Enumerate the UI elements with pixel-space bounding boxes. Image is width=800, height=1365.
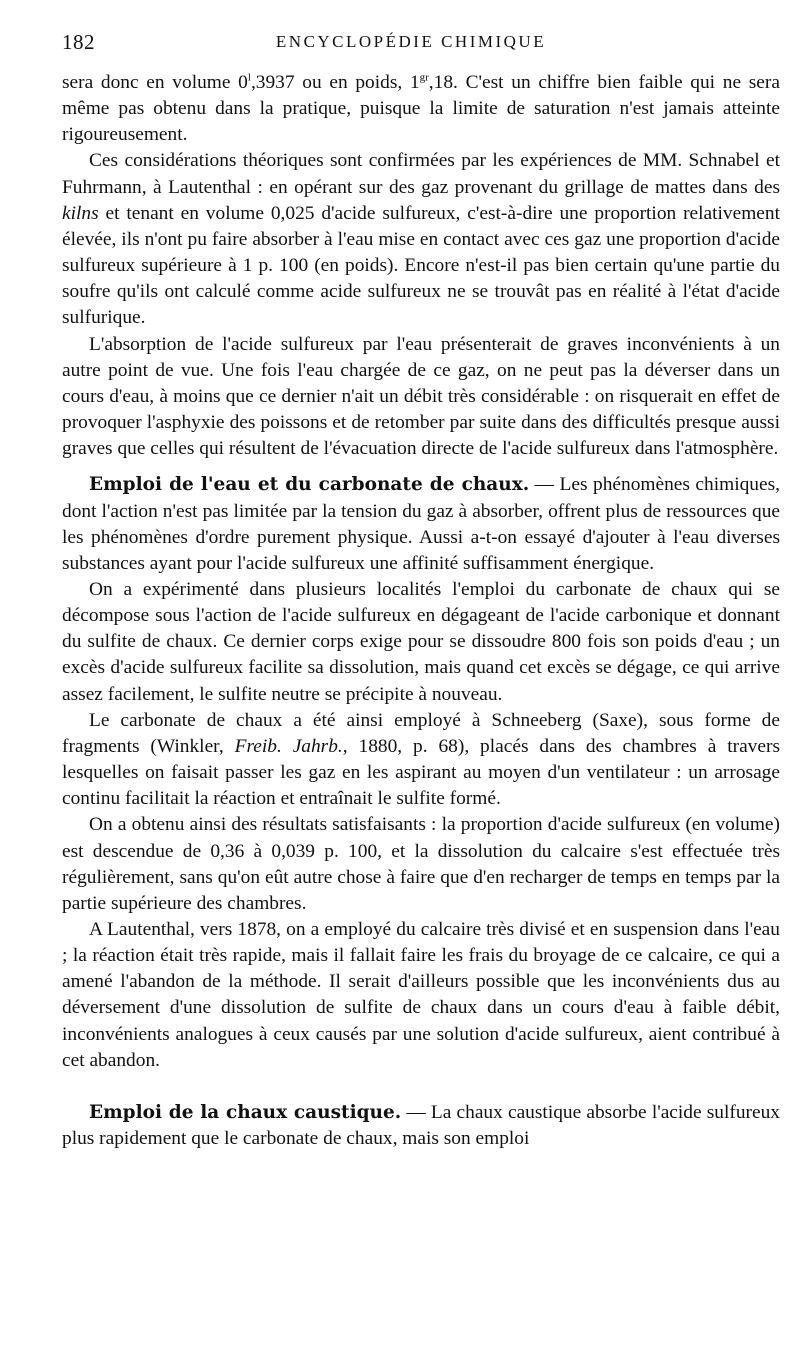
paragraph-lautenthal: A Lautenthal, vers 1878, on a employé du calcaire très divisé et en suspension dans l'eau ; la réaction était très rapide, mais il fallait faire les frais du broyage de ce calcaire, ce qui a amené l'abandon de la méthode. Il serait d'ailleurs possible que les inconvénients dus au déversement d'une dissolution de sulfite de chaux dans un cours d'eau à faible débit, inconvénients analogues à ceux causés par une solution d'acide sulfureux, aient contribué à cet abandon.: [62, 919, 780, 1071]
italic-kilns: kilns: [62, 202, 99, 224]
paragraph-schnabel-fuhrmann: Ces considérations théoriques sont confirmées par les expériences de MM. Schnabel et Fuhrmann, à Lautenthal : en opérant sur des gaz provenant du grillage de mattes dans des kilns et tenant en volume 0,025 d'acide sulfureux, c'est-à-dire une proportion relativement élevée, ils n'ont pu faire absorber à l'eau mise en contact avec ces gaz une proportion d'acide sulfureux supérieure à 1 p. 100 (en poids). Encore n'est-il pas bien certain qu'une partie du soufre qu'ils ont calculé comme acide sulfureux ne se trouvât pas en réalité à l'état d'acide sulfurique.: [62, 150, 780, 329]
paragraph-schneeberg: Le carbonate de chaux a été ainsi employé à Schneeberg (Saxe), sous forme de fragments (Winkler, Freib. Jahrb., 1880, p. 68), placés dans des chambres à travers lesquelles on faisait passer les gaz en les aspirant au moyen d'un ventilateur : un arrosage continu facilitait la réaction et entraînait le sulfite formé.: [62, 709, 780, 810]
section-heading-chaux-caustique: Emploi de la chaux caustique.: [89, 1101, 402, 1123]
section-heading-eau-carbonate: Emploi de l'eau et du carbonate de chaux.: [89, 474, 530, 496]
superscript-unit-litre: l: [247, 71, 251, 84]
paragraph-carbonate-experiments: On a expérimenté dans plusieurs localités l'emploi du carbonate de chaux qui se décompose sous l'action de l'acide sulfureux en dégageant de l'acide carbonique et donnant du sulfite de chaux. Ce dernier corps exige pour se dissoudre 800 fois son poids d'eau ; un excès d'acide sulfureux facilite sa dissolution, mais quand cet excès se dégage, ce qui arrive assez facilement, le sulfite neutre se précipite à nouveau.: [62, 578, 780, 705]
paragraph-results: On a obtenu ainsi des résultats satisfaisants : la proportion d'acide sulfureux (en volume) est descendue de 0,36 à 0,039 p. 100, et la dissolution du calcaire s'est effectuée très régulièrement, sans qu'on eût autre chose à faire que d'en recharger de temps en temps par la partie supérieure des chambres.: [62, 814, 780, 914]
section-chaux-caustique: Emploi de la chaux caustique. — La chaux caustique absorbe l'acide sulfureux plus rapidement que le carbonate de chaux, mais son emploi: [62, 1101, 780, 1150]
superscript-unit-gram: gr: [419, 71, 429, 84]
page-body: [62, 70, 780, 1152]
section-eau-carbonate: Emploi de l'eau et du carbonate de chaux. — Les phénomènes chimiques, dont l'action n'est pas limitée par la tension du gaz à absorber, offrent plus de ressources que les phénomènes d'ordre purement physique. Aussi a-t-on essayé d'ajouter à l'eau diverses substances ayant pour l'acide sulfureux une affinité suffisamment énergique.: [62, 474, 780, 574]
italic-citation: Freib. Jahrb.: [234, 735, 343, 757]
paragraph-absorption-drawbacks: L'absorption de l'acide sulfureux par l'eau présenterait de graves inconvénients à un autre point de vue. Une fois l'eau chargée de ce gaz, on ne peut pas la déverser dans un cours d'eau, à moins que ce dernier n'ait un débit très considérable : on risquerait en effet de provoquer l'asphyxie des poissons et de retomber par suite dans des difficultés presque aussi graves que celles qui résultent de l'évacuation directe de l'acide sulfureux dans l'atmosphère.: [62, 333, 780, 460]
page-header: [62, 30, 760, 60]
page-number: 182: [62, 30, 95, 54]
paragraph-continuation: sera donc en volume 0$^l$,3937 ou en poids, $1^{gr},18$. C'est un chiffre bien faible qui ne sera même pas obtenu dans la pratique, puisque la limite de saturation n'est jamais atteinte rigoureusement.: [62, 71, 780, 146]
running-title: ENCYCLOPÉDIE CHIMIQUE: [275, 32, 547, 51]
